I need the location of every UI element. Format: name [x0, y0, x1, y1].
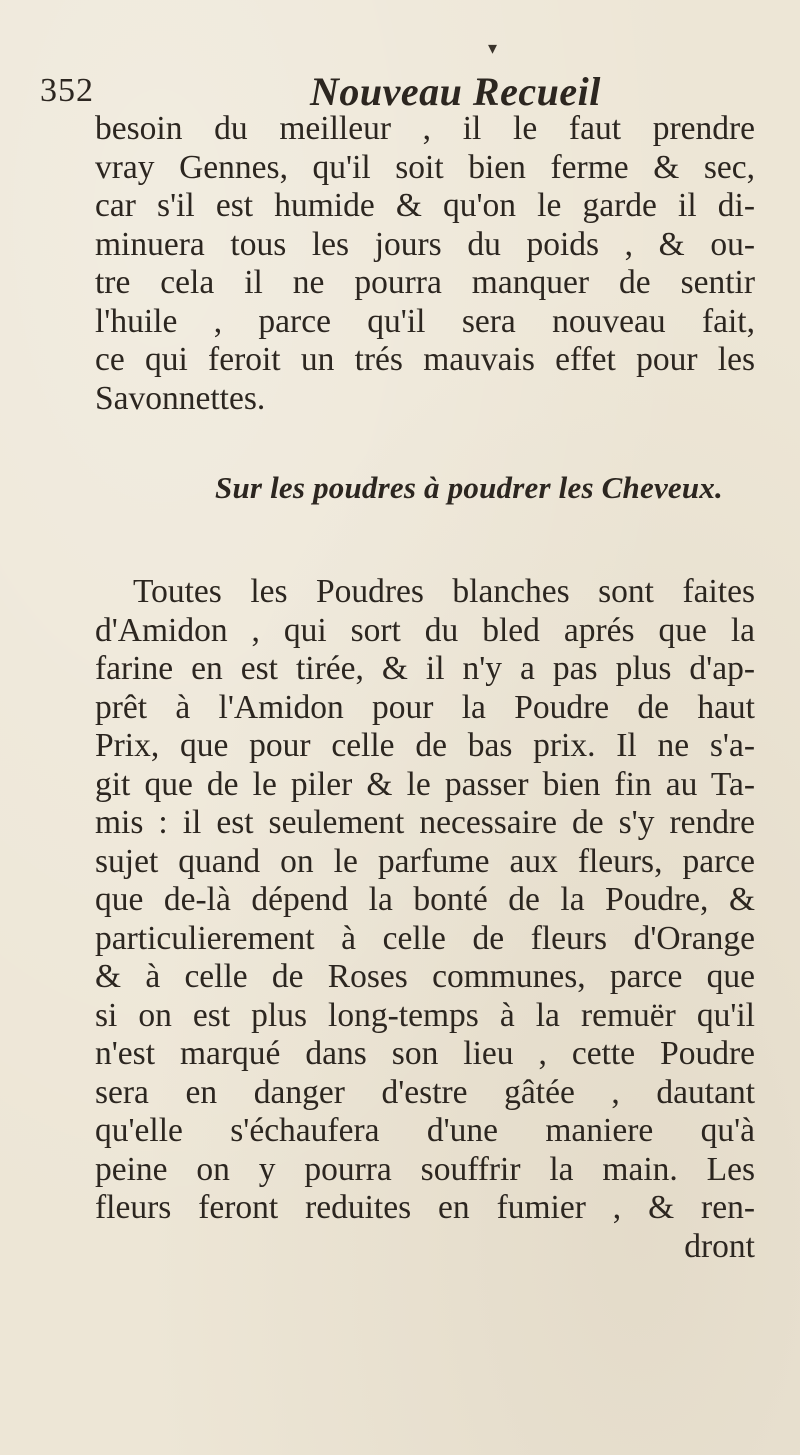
text-line: d'Amidon , qui sort du bled aprés que la: [95, 611, 755, 649]
text-line: minuera tous les jours du poids , & ou-: [95, 225, 755, 263]
text-line: que de-là dépend la bonté de la Poudre, &: [95, 881, 755, 918]
text-line: l'huile , parce qu'il sera nouveau fait,: [95, 302, 755, 340]
ornament-mark: ▾: [488, 38, 498, 59]
text-line: sera en danger d'estre gâtée , dautant: [95, 1073, 755, 1111]
text-line: Savonnettes.: [95, 379, 266, 417]
text-line: car s'il est humide & qu'on le garde il di-: [95, 187, 755, 224]
text-line: ce qui feroit un trés mauvais effet pour les: [95, 341, 755, 378]
text-line: & à celle de Roses communes, parce que: [95, 958, 755, 995]
paragraph-poudres: [95, 573, 755, 1266]
text-line: farine en est tirée, & il n'y a pas plus d'ap-: [95, 650, 755, 687]
section-heading: Sur les poudres à poudrer les Cheveux.: [215, 470, 723, 505]
text-line: Toutes les Poudres blanches sont faites: [133, 573, 755, 610]
running-title: Nouveau Recueil: [310, 69, 601, 114]
page-number: 352: [40, 72, 94, 109]
text-line: peine on y pourra souffrir la main. Les: [95, 1150, 755, 1188]
text-line: fleurs feront reduites en fumier , & ren-: [95, 1189, 755, 1226]
text-line: Prix, que pour celle de bas prix. Il ne s'a-: [95, 727, 755, 764]
text-line: particulierement à celle de fleurs d'Orange: [95, 919, 755, 957]
text-line: mis : il est seulement necessaire de s'y rendre: [95, 804, 755, 841]
paragraph-savonnettes: [95, 110, 755, 418]
text-line: qu'elle s'échaufera d'une maniere qu'à: [95, 1112, 755, 1149]
text-line: vray Gennes, qu'il soit bien ferme & sec,: [95, 148, 755, 186]
text-line: sujet quand on le parfume aux fleurs, parce: [95, 842, 755, 880]
text-line: besoin du meilleur , il le faut prendre: [95, 110, 755, 147]
text-line: si on est plus long-temps à la remuër qu'il: [95, 996, 755, 1034]
text-line: n'est marqué dans son lieu , cette Poudre: [95, 1035, 755, 1072]
text-line: prêt à l'Amidon pour la Poudre de haut: [95, 688, 755, 726]
text-line: git que de le piler & le passer bien fin au Ta-: [95, 765, 755, 803]
text-line: tre cela il ne pourra manquer de sentir: [95, 264, 755, 301]
catchword: dront: [684, 1227, 755, 1265]
